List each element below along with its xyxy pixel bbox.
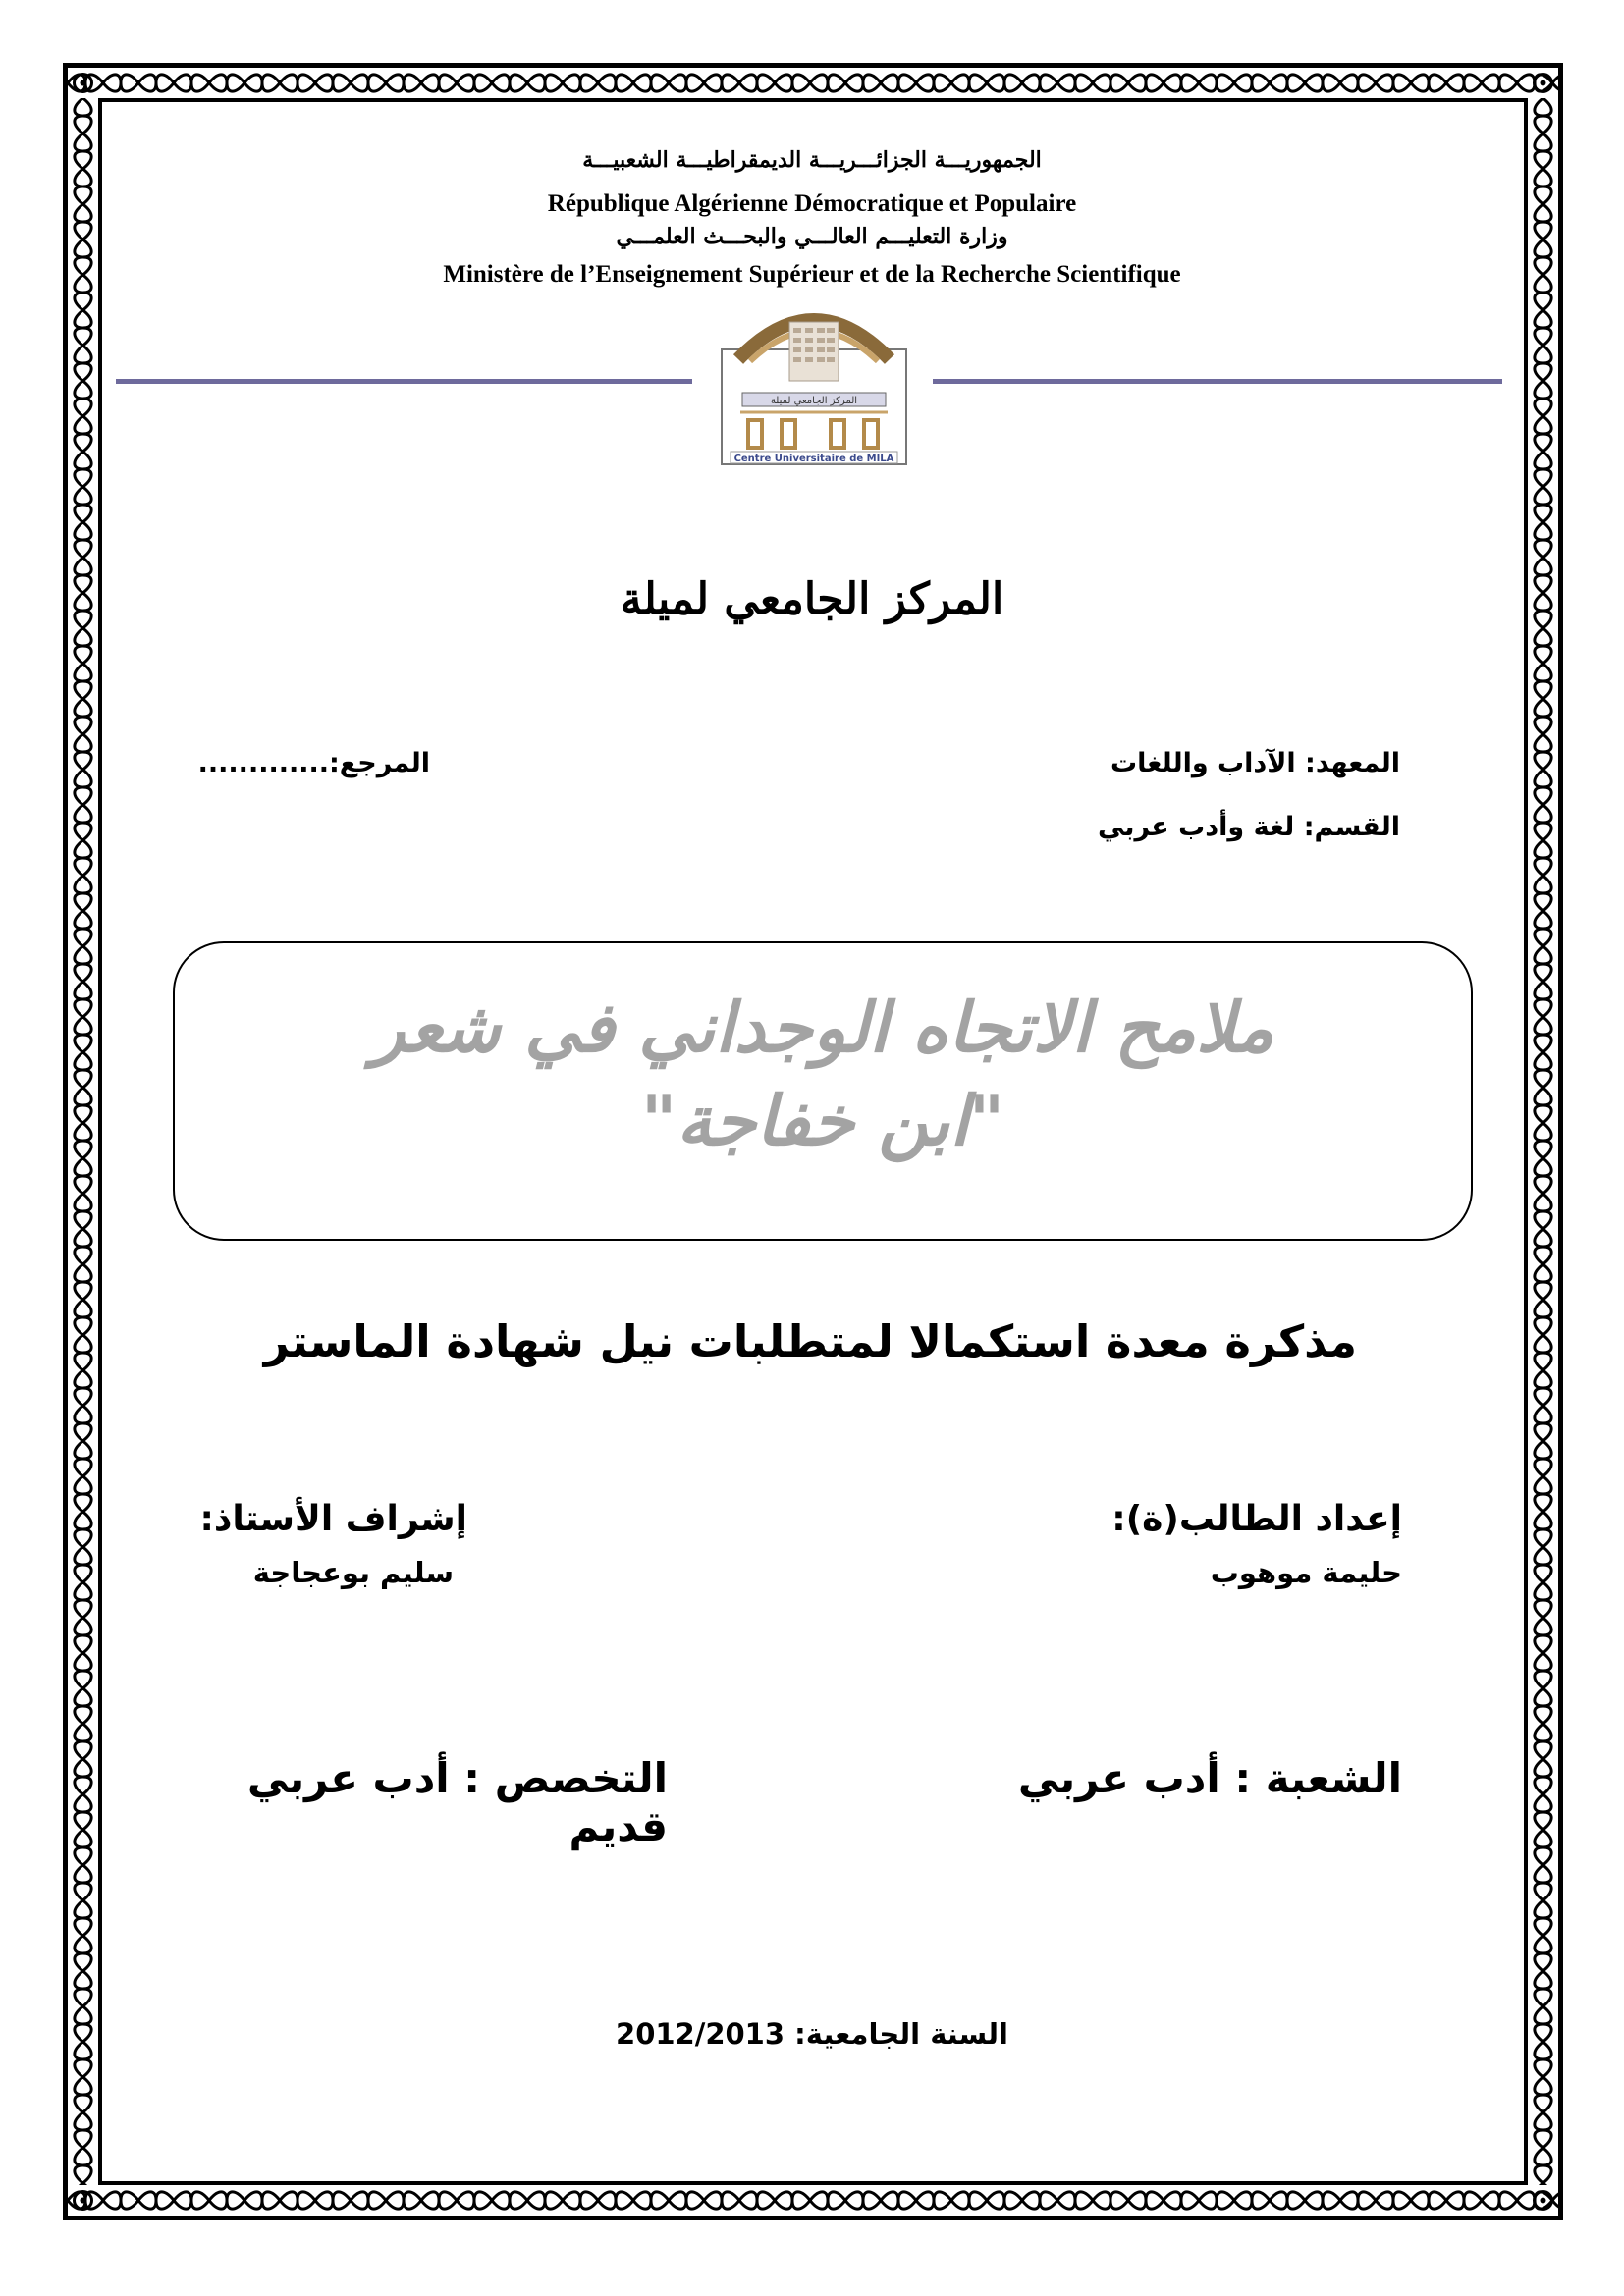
student-name: حليمة موهوب xyxy=(1210,1556,1402,1589)
institute-label: المعهد: الآداب واللغات xyxy=(1110,748,1400,778)
border-pattern-top xyxy=(68,68,1558,98)
thesis-title-box xyxy=(173,941,1473,1241)
border-corner-ornament xyxy=(1528,68,1558,98)
header-divider-right xyxy=(933,379,1502,384)
specialty-label: التخصص : أدب عربي قديم xyxy=(246,1754,668,1850)
department-label: القسم: لغة وأدب عربي xyxy=(1098,812,1400,842)
border-corner-ornament xyxy=(68,2185,98,2216)
student-label: إعداد الطالب(ة): xyxy=(1111,1499,1402,1539)
ministry-name-arabic: وزارة التعليـــم العالـــي والبحـــث العلمـــي xyxy=(616,224,1008,249)
supervisor-label: إشراف الأستاذ: xyxy=(199,1499,467,1539)
branch-label: الشعبة : أدب عربي xyxy=(1017,1754,1402,1802)
header-divider-left xyxy=(116,379,692,384)
academic-year: السنة الجامعية: 2012/2013 xyxy=(616,2017,1008,2051)
border-corner-ornament xyxy=(1528,2185,1558,2216)
ministry-name-french: Ministère de l’Enseignement Supérieur et de la Recherche Scientifique xyxy=(443,261,1181,288)
thesis-subtitle: مذكرة معدة استكمالا لمتطلبات نيل شهادة الماستر xyxy=(263,1315,1357,1367)
border-pattern-left xyxy=(68,98,98,2185)
institution-name: المركز الجامعي لميلة xyxy=(620,574,1004,624)
border-corner-ornament xyxy=(68,68,98,98)
supervisor-name: سليم بوعجاجة xyxy=(252,1556,454,1589)
reference-label: المرجع:............. xyxy=(197,748,430,778)
university-logo xyxy=(721,291,907,465)
thesis-title-line-2: "ابن خفاجة" xyxy=(640,1081,1005,1161)
republic-name-arabic: الجمهوريـــة الجزائـــريـــة الديمقراطيـــة الشعبيـــة xyxy=(582,147,1042,173)
border-pattern-bottom xyxy=(68,2185,1558,2216)
republic-name-french: République Algérienne Démocratique et Populaire xyxy=(547,190,1077,217)
border-pattern-right xyxy=(1528,98,1558,2185)
thesis-title-line-1: ملامح الاتجاه الوجداني في شعر xyxy=(371,988,1274,1068)
logo-banner-text: المركز الجامعي لميلة xyxy=(770,396,858,406)
logo-caption: Centre Universitaire de MILA xyxy=(733,454,894,464)
